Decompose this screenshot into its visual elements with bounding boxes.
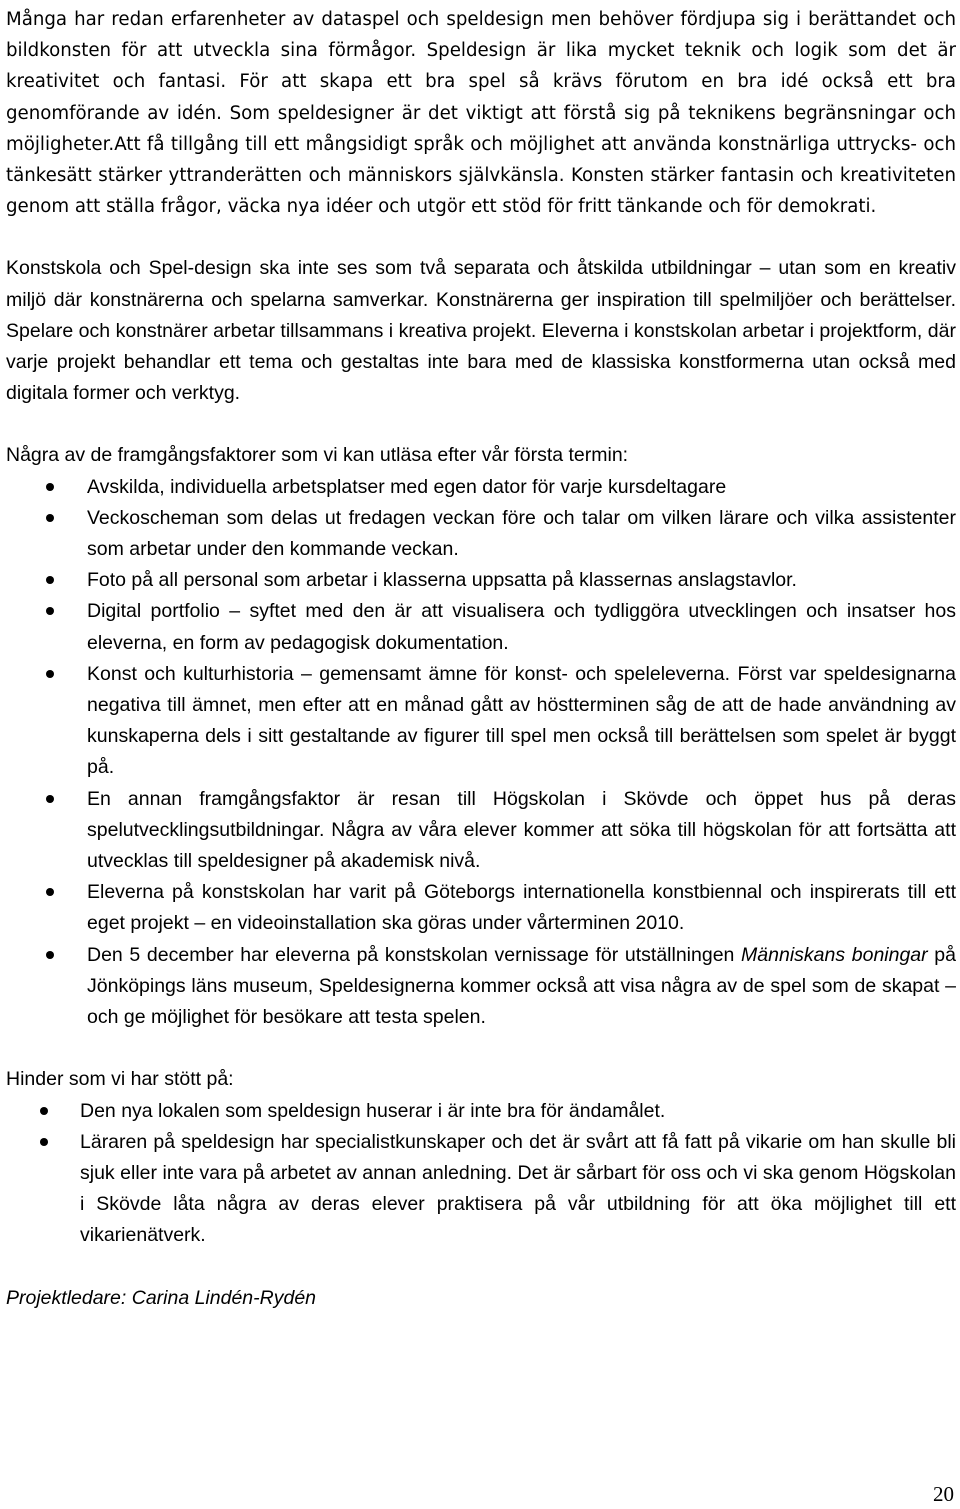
obstacles-heading: Hinder som vi har stött på: [6, 1068, 234, 1091]
project-leader-signature: Projektledare: Carina Lindén-Rydén [6, 1286, 317, 1309]
success-factors-list [6, 472, 956, 1034]
bullet-icon [46, 483, 54, 491]
list-item-text: Läraren på speldesign har specialistkunskaper och det är svårt att få fatt på vikarie om han skulle bli sjuk eller inte vara på arbetet av annan anledning. Det är sårbart för oss och vi ska genom Högskolan i Skövde låta några av deras elever praktisera på vår utbildning för att öka möjlighet till ett vikarienätverk. [80, 1130, 956, 1247]
bullet-icon [46, 670, 54, 678]
list-item [6, 472, 956, 503]
document-page [6, 4, 956, 1314]
intro-text-part-1: Många har redan erfarenheter av dataspel och speldesign men behöver fördjupa sig i berättandet och bildkonsten för att utveckla sina förmågor. Speldesign är lika mycket teknik och logik som det är kreativitet och fantasi. För att skapa ett bra spel så krävs förutom en bra idé också ett bra genomförande av idén. Som speldesigner är det viktigt att förstå sig på teknikens begränsningar och möjligheter. [6, 9, 956, 155]
success-factors-heading: Några av de framgångsfaktorer som vi kan utläsa efter vår första termin: [6, 444, 629, 467]
list-item-text-end: på Jönköpings läns museum, Speldesignerna kommer också att visa några av de spel som de skapat – och ge möjlighet för besökare att testa spelen. [87, 943, 956, 1029]
list-item [6, 565, 956, 596]
list-item [6, 503, 956, 565]
obstacles-list [6, 1096, 956, 1252]
bullet-icon [46, 514, 54, 522]
list-item [6, 877, 956, 939]
list-item-text: Konst och kulturhistoria – gemensamt ämne för konst- och speleleverna. Först var speldesignarna negativa till ämnet, men efter att en månad gått av höstterminen såg de att de hade användning av kunskaperna dels i sitt gestaltande av figurer till spel men också till berättelsen som spelet är byggt på. [87, 662, 956, 779]
list-item-text: Den nya lokalen som speldesign huserar i är inte bra för ändamålet. [80, 1099, 666, 1122]
list-item [6, 940, 956, 1034]
list-item-text: Digital portfolio – syftet med den är att visualisera och tydliggöra utvecklingen och insatser hos eleverna, en form av pedagogisk dokumentation. [87, 600, 956, 654]
intro-paragraph [6, 4, 956, 222]
list-item [6, 1127, 956, 1252]
bullet-icon [46, 951, 54, 959]
list-item-text: Eleverna på konstskolan har varit på Göteborgs internationella konstbiennal och inspirerats till ett eget projekt – en videoinstallation ska göras under vårterminen 2010. [87, 881, 956, 935]
intro-text-part-2: Att få tillgång till ett mångsidigt språk och möjlighet att använda konstnärliga uttrycks- och tänkesätt stärker yttranderätten och människors självkänsla. Konsten stärker fantasin och kreativiteten genom att ställa frågor, väcka nya idéer och utgör ett stöd för fritt tänkande och för demokrati. [6, 133, 956, 218]
list-item-text: Avskilda, individuella arbetsplatser med egen dator för varje kursdeltagare [87, 475, 727, 498]
list-item-text: Veckoscheman som delas ut fredagen veckan före och talar om vilken lärare och vilka assistenter som arbetar under den kommande veckan. [87, 506, 956, 561]
list-item-text-start: Den 5 december har eleverna på konstskolan vernissage för utställningen [87, 943, 742, 966]
page-number: 20 [933, 1482, 954, 1506]
bullet-icon [40, 1138, 48, 1146]
bullet-icon [40, 1107, 48, 1115]
list-item-text: Foto på all personal som arbetar i klasserna uppsatta på klassernas anslagstavlor. [87, 569, 797, 592]
list-item-text: En annan framgångsfaktor är resan till Högskolan i Skövde och öppet hus på deras spelutvecklingsutbildningar. Några av våra elever kommer att söka till högskolan för att fortsätta att utvecklas till speldesigner på akademisk nivå. [87, 787, 956, 873]
list-item [6, 596, 956, 658]
collaboration-paragraph: Konstskola och Spel-design ska inte ses som två separata och åtskilda utbildningar – utan som en kreativ miljö där konstnärerna och spelarna samverkar. Konstnärerna ger inspiration till spelmiljöer och berättelser. Spelare och konstnärer arbetar tillsammans i kreativa projekt. Eleverna i konstskolan arbetar i projektform, där varje projekt behandlar ett tema och gestaltas inte bara med de klassiska konstformerna utan också med digitala former och verktyg. [6, 257, 956, 405]
list-item [6, 784, 956, 878]
exhibition-title: Människans boningar [741, 943, 928, 966]
bullet-icon [46, 795, 54, 803]
bullet-icon [46, 607, 54, 615]
bullet-icon [46, 888, 54, 896]
list-item [6, 1096, 956, 1127]
list-item [6, 659, 956, 784]
bullet-icon [46, 576, 54, 584]
